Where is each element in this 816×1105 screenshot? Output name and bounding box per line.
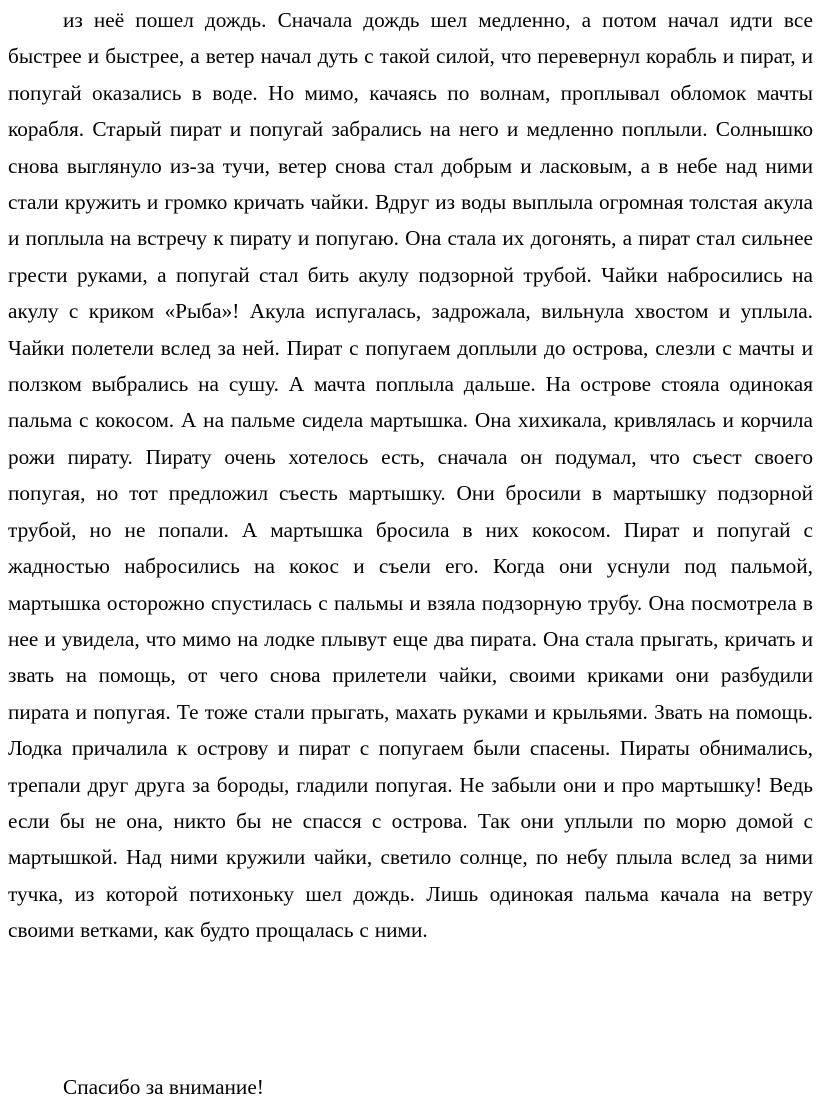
story-paragraph: из неё пошел дождь. Сначала дождь шел медленно, а потом начал идти все быстрее и быстрее, а ветер начал дуть с такой силой, что перевернул корабль и пират, и попугай оказались в воде. Но мимо, качаясь по волнам, проплывал обломок мачты корабля. Старый пират и попугай забрались на него и медленно поплыли. Солнышко снова выглянуло из-за тучи, ветер снова стал добрым и ласковым, а в небе над ними стали кружить и громко кричать чайки. Вдруг из воды выплыла огромная толстая акула и поплыла на встречу к пирату и попугаю. Она стала их догонять, а пират стал сильнее грести руками, а попугай стал бить акулу подзорной трубой. Чайки набросились на акулу с криком «Рыба»! Акула испугалась, задрожала, вильнула хвостом и уплыла. Чайки полетели вслед за ней. Пират с попугаем доплыли до острова, слезли с мачты и ползком выбрались на сушу. А мачта поплыла дальше. На острове стояла одинокая пальма с кокосом. А на пальме сидела мартышка. Она хихикала, кривлялась и корчила рожи пирату. Пирату очень хотелось есть, сначала он подумал, что съест своего попугая, но тот предложил съесть мартышку. Они бросили в мартышку подзорной трубой, но не попали. А мартышка бросила в них кокосом. Пират и попугай с жадностью набросились на кокос и съели его. Когда они уснули под пальмой, мартышка осторожно спустилась с пальмы и взяла подзорную трубу. Она посмотрела в нее и увидела, что мимо на лодке плывут еще два пирата. Она стала прыгать, кричать и звать на помощь, от чего снова прилетели чайки, своими криками они разбудили пирата и попугая. Те тоже стали прыгать, махать руками и крыльями. Звать на помощь. Лодка причалила к острову и пират с попугаем были спасены. Пираты обнимались, трепали друг друга за бороды, гладили попугая. Не забыли они и про мартышку! Ведь если бы не она, никто бы не спасся с острова. Так они уплыли по морю домой с мартышкой. Над ними кружили чайки, светило солнце, по небу плыла вслед за ними тучка, из которой потихоньку шел дождь. Лишь одинокая пальма качала на ветру своими ветками, как будто прощалась с ними.	[8, 8, 813, 943]
closing-line: Спасибо за внимание!	[63, 1075, 264, 1099]
